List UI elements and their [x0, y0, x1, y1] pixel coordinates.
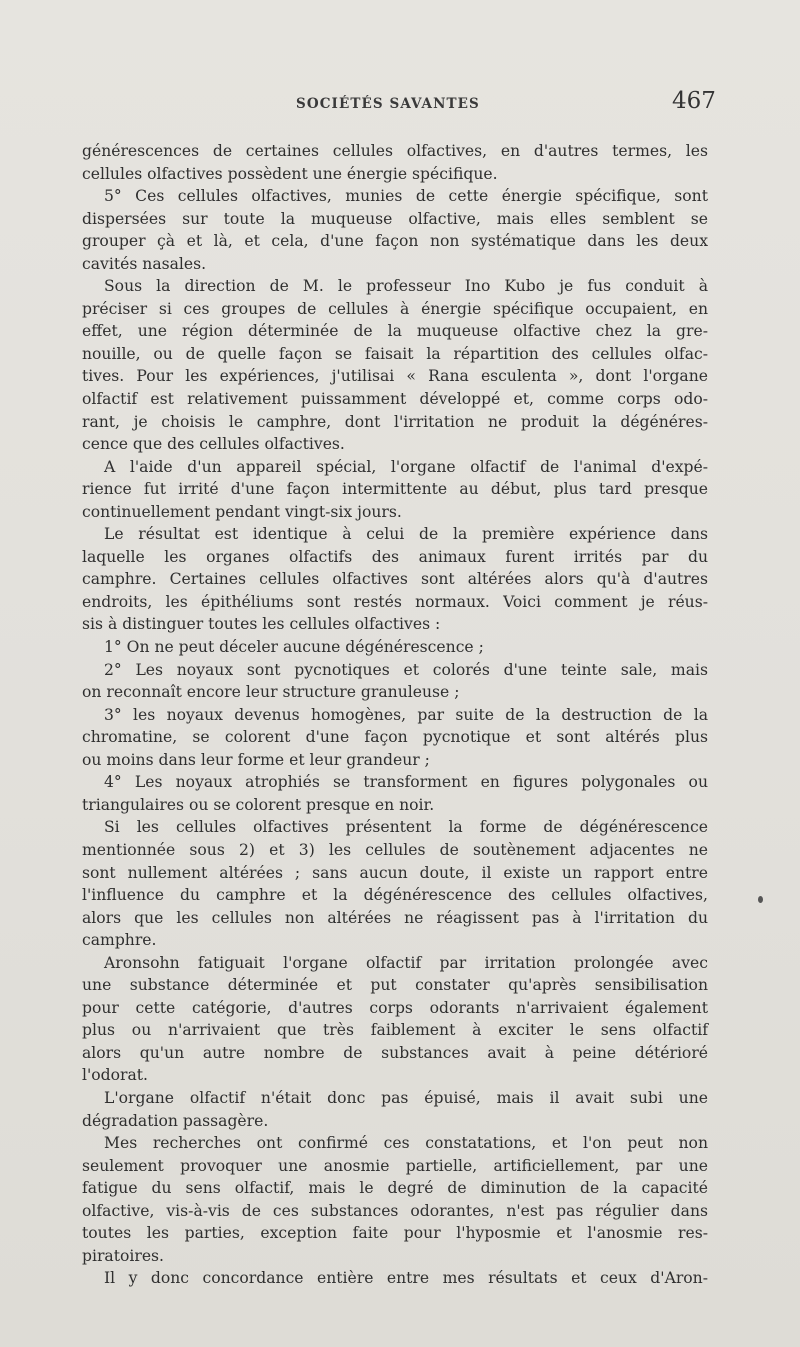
text-line: dispersées sur toute la muqueuse olfactive, mais elles semblent se: [82, 209, 708, 228]
text-line: l'influence du camphre et la dégénérescence des cellules olfactives,: [82, 886, 708, 905]
text-line: ou moins dans leur forme et leur grandeur ;: [82, 750, 430, 769]
text-line: mentionnée sous 2) et 3) les cellules de soutènement adjacentes ne: [82, 840, 708, 859]
text-line: camphre.: [82, 931, 157, 950]
text-line: sont nullement altérées ; sans aucun doute, il existe un rapport entre: [82, 863, 708, 882]
text-line: Aronsohn fatiguait l'organe olfactif par irritation prolongée avec: [104, 953, 708, 972]
text-line: camphre. Certaines cellules olfactives sont altérées alors qu'à d'autres: [82, 570, 708, 589]
page-number: 467: [672, 88, 716, 114]
text-line: plus ou n'arrivaient que très faiblement à exciter le sens olfactif: [82, 1021, 708, 1040]
text-line: pour cette catégorie, d'autres corps odorants n'arrivaient également: [82, 998, 708, 1017]
margin-ink-spot: [758, 896, 763, 903]
text-line: toutes les parties, exception faite pour l'hyposmie et l'anosmie res-: [82, 1224, 708, 1243]
text-line: L'organe olfactif n'était donc pas épuisé, mais il avait subi une: [104, 1088, 708, 1107]
text-line: Mes recherches ont confirmé ces constatations, et l'on peut non: [104, 1134, 708, 1153]
text-line: nouille, ou de quelle façon se faisait la répartition des cellules olfac-: [82, 344, 708, 363]
text-line: olfactif est relativement puissamment développé et, comme corps odo-: [82, 390, 708, 409]
text-line: 4° Les noyaux atrophiés se transforment en figures polygonales ou: [104, 773, 708, 792]
text-line: rience fut irrité d'une façon intermittente au début, plus tard presque: [82, 480, 708, 499]
text-line: effet, une région déterminée de la muqueuse olfactive chez la gre-: [82, 322, 708, 341]
text-line: dégradation passagère.: [82, 1111, 269, 1130]
text-line: cellules olfactives possèdent une énergie spécifique.: [82, 164, 498, 183]
text-line: continuellement pendant vingt-six jours.: [82, 502, 402, 521]
text-line: laquelle les organes olfactifs des animaux furent irrités par du: [82, 547, 708, 566]
text-line: Le résultat est identique à celui de la première expérience dans: [104, 525, 708, 544]
text-line: alors que les cellules non altérées ne réagissent pas à l'irritation du: [82, 908, 708, 927]
text-line: une substance déterminée et put constater qu'après sensibilisation: [82, 976, 708, 995]
text-line: grouper çà et là, et cela, d'une façon non systématique dans les deux: [82, 232, 708, 251]
text-line: tives. Pour les expériences, j'utilisai « Rana esculenta », dont l'organe: [82, 367, 708, 386]
text-line: seulement provoquer une anosmie partielle, artificiellement, par une: [82, 1156, 708, 1175]
text-line: l'odorat.: [82, 1066, 149, 1085]
text-line: olfactive, vis-à-vis de ces substances odorantes, n'est pas régulier dans: [82, 1201, 708, 1220]
text-line: Il y donc concordance entière entre mes résultats et ceux d'Aron-: [104, 1269, 708, 1288]
text-line: 3° les noyaux devenus homogènes, par suite de la destruction de la: [104, 705, 708, 724]
text-line: triangulaires ou se colorent presque en noir.: [82, 795, 435, 814]
text-line: préciser si ces groupes de cellules à énergie spécifique occupaient, en: [82, 299, 708, 318]
text-line: A l'aide d'un appareil spécial, l'organe olfactif de l'animal d'expé-: [104, 457, 708, 476]
text-line: on reconnaît encore leur structure granuleuse ;: [82, 683, 460, 702]
text-line: piratoires.: [82, 1246, 165, 1265]
text-line: 5° Ces cellules olfactives, munies de cette énergie spécifique, sont: [104, 187, 708, 206]
text-line: endroits, les épithéliums sont restés normaux. Voici comment je réus-: [82, 592, 708, 611]
text-line: cence que des cellules olfactives.: [82, 435, 345, 454]
text-line: cavités nasales.: [82, 254, 207, 273]
text-line: sis à distinguer toutes les cellules olfactives :: [82, 615, 441, 634]
text-line: chromatine, se colorent d'une façon pycnotique et sont altérés plus: [82, 728, 708, 747]
text-line: rant, je choisis le camphre, dont l'irritation ne produit la dégénéres-: [82, 412, 708, 431]
running-head: SOCIÉTÉS SAVANTES: [296, 96, 480, 112]
text-line: fatigue du sens olfactif, mais le degré de diminution de la capacité: [82, 1179, 708, 1198]
text-line: 1° On ne peut déceler aucune dégénérescence ;: [104, 638, 484, 657]
text-line: alors qu'un autre nombre de substances avait à peine détérioré: [82, 1043, 708, 1062]
page-header: [0, 88, 800, 122]
body-text: [82, 140, 708, 1290]
text-line: Si les cellules olfactives présentent la forme de dégénérescence: [104, 818, 708, 837]
text-line: 2° Les noyaux sont pycnotiques et colorés d'une teinte sale, mais: [104, 660, 708, 679]
text-line: générescences de certaines cellules olfactives, en d'autres termes, les: [82, 142, 708, 160]
text-line: Sous la direction de M. le professeur Ino Kubo je fus conduit à: [104, 277, 708, 296]
